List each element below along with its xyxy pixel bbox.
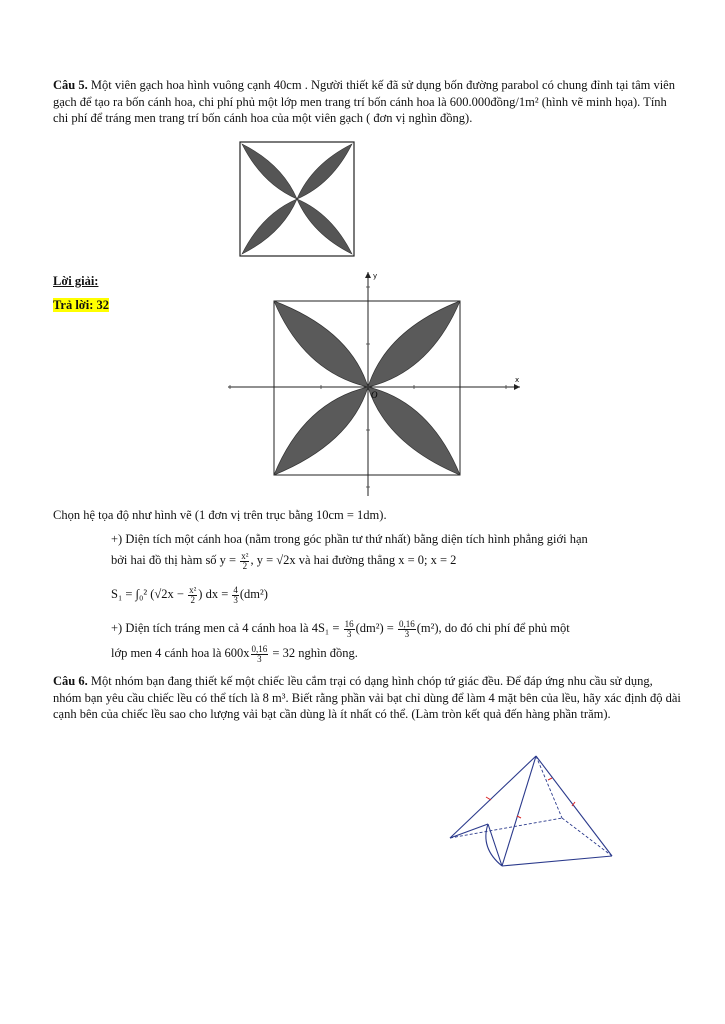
question-6-text: Một nhóm bạn đang thiết kế một chiếc lều cắm trại có dạng hình chóp tứ giác đều. Để đáp ứng nhu cầu sử dụng, nhóm bạn yêu cầu chiếc lều có thể tích là 8 m³. Biết rằng phần vải bạt chỉ dùng để làm 4 mặt bên của lều, hãy xác định độ dài cạnh bên của chiếc lều sao cho lượng vải bạt cần dùng là ít nhất có thể. (Làm tròn kết quả đến hàng phần trăm).: [53, 674, 681, 721]
x-axis-label: x: [515, 376, 520, 384]
step-2a-text: +) Diện tích một cánh hoa (nằm trong góc phần tư thứ nhất) bằng diện tích hình phẳng giới hạn: [111, 532, 588, 546]
coordinate-graph: [222, 268, 522, 500]
fraction-x2-over-2: $\frac{\text{x²}}{2}$: [241, 550, 249, 571]
petal-quadrant-3: [274, 387, 368, 475]
step-1: [53, 507, 683, 524]
fraction-4-over-3: $\frac{4}{3}$: [233, 584, 238, 605]
question-6-label: Câu 6.: [53, 674, 88, 688]
step-3-pre: S₁ = ∫₀² (√2x −: [111, 587, 188, 601]
origin-label: O: [371, 390, 378, 400]
question-5-text: Một viên gạch hoa hình vuông cạnh 40cm . Người thiết kế đã sử dụng bốn đường parabol có chung đỉnh tại tâm viên gạch để tạo ra bốn cánh hoa, chi phí phủ một lớp men trang trí bốn cánh hoa là 600.000đồng/1m² (hình vẽ minh họa). Tính chi phí để tráng men trang trí bốn cánh hoa của một viên gạch ( đơn vị nghìn đồng).: [53, 78, 675, 125]
tent-illustration: [444, 752, 619, 872]
petal-quadrant-2: [274, 301, 368, 387]
step-4a: +) Diện tích tráng men cả 4 cánh hoa là 4S₁ = $\frac{16}{3}$ (dm²) = $\frac{0,16}{3}$ (m²), do đó chi phí để phủ một: [111, 618, 570, 639]
petal-quadrant-1: [368, 301, 460, 387]
step-1-text: Chọn hệ tọa độ như hình vẽ (1 đơn vị trên trục bằng 10cm = 1dm).: [53, 508, 387, 522]
solution-heading: Lời giải:: [53, 274, 99, 288]
step-3: S₁ = ∫₀² (√2x − $\frac{\text{x²}}{2}$ ) dx = $\frac{4}{3}$ (dm²): [111, 584, 268, 605]
answer-highlight: Trả lời: 32: [53, 298, 109, 312]
step-2a: [111, 529, 686, 549]
petal-quadrant-4: [368, 387, 460, 475]
question-5-label: Câu 5.: [53, 78, 88, 92]
step-4b: lớp men 4 cánh hoa là 600x $\frac{0,16}{3}$ = 32 nghìn đồng.: [111, 643, 358, 664]
step-2b-mid: , y = √2x và hai đường thẳng x = 0; x = 2: [250, 553, 457, 567]
question-6: [53, 673, 683, 723]
step-2b-pre: bởi hai đồ thị hàm số y =: [111, 553, 240, 567]
flower-illustration: [238, 140, 358, 260]
question-5: [53, 77, 683, 127]
step-2b: [111, 550, 686, 571]
y-axis-label: y: [373, 272, 378, 280]
